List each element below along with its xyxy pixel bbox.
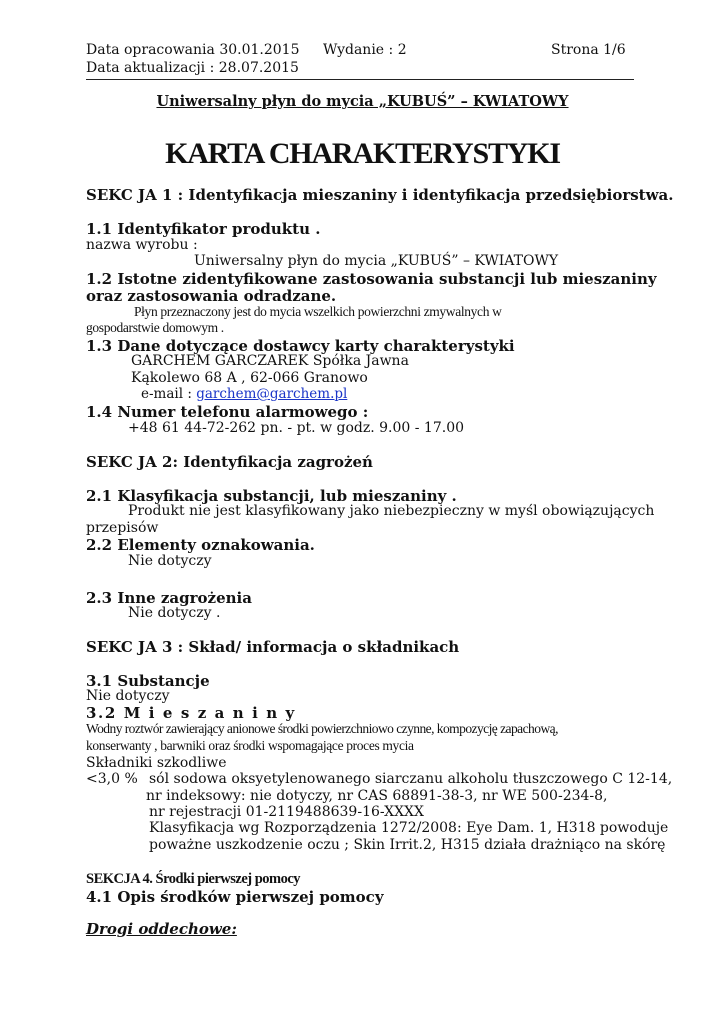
section2-heading: SEKC JA 2: Identyfikacja zagrożeń: [86, 453, 373, 471]
s14-heading: 1.4 Numer telefonu alarmowego :: [86, 403, 369, 421]
ingredient-line1: sól sodowa oksyetylenowanego siarczanu alkoholu tłuszczowego C 12-14,: [149, 771, 673, 787]
s11-value: Uniwersalny płyn do mycia „KUBUŚ” – KWIATOWY: [194, 253, 559, 269]
s13-company: GARCHEM GARCZAREK Spółka Jawna: [131, 353, 409, 369]
airways-heading: Drogi oddechowe:: [86, 920, 237, 938]
section1-heading: SEKC JA 1 : Identyfikacja mieszaniny i identyfikacja przedsiębiorstwa.: [86, 186, 674, 204]
s22-text: Nie dotyczy: [128, 553, 212, 569]
s11-label: nazwa wyrobu :: [86, 237, 198, 253]
date-prepared: Data opracowania 30.01.2015: [86, 42, 300, 58]
s21-heading: 2.1 Klasyfikacja substancji, lub mieszaniny .: [86, 487, 457, 505]
s23-text: Nie dotyczy .: [128, 605, 221, 621]
page-number: Strona 1/6: [551, 42, 626, 58]
s12-heading-line2: oraz zastosowania odradzane.: [86, 287, 337, 305]
concentration: <3,0 %: [86, 771, 138, 787]
date-updated: Data aktualizacji : 28.07.2015: [86, 60, 299, 76]
s12-text-line2: gospodarstwie domowym .: [86, 320, 224, 335]
edition: Wydanie : 2: [323, 42, 407, 58]
s12-heading-line1: 1.2 Istotne zidentyfikowane zastosowania substancji lub mieszaniny: [86, 270, 657, 288]
s41-heading: 4.1 Opis środków pierwszej pomocy: [86, 888, 384, 906]
product-subtitle: Uniwersalny płyn do mycia „KUBUŚ” – KWIATOWY: [156, 93, 569, 110]
s14-phone: +48 61 44-72-262 pn. - pt. w godz. 9.00 - 17.00: [128, 420, 465, 436]
s32-text-line1: Wodny roztwór zawierający anionowe środki powierzchniowo czynne, kompozycję zapachową,: [86, 721, 558, 736]
section3-heading: SEKC JA 3 : Skład/ informacja o składnikach: [86, 638, 460, 656]
section4-heading: SEKCJA 4. Środki pierwszej pomocy: [86, 871, 301, 887]
email-link[interactable]: garchem@garchem.pl: [196, 386, 348, 402]
s31-text: Nie dotyczy: [86, 688, 170, 704]
ingredient-line4: Klasyfikacja wg Rozporządzenia 1272/2008: Eye Dam. 1, H318 powoduje: [149, 820, 669, 836]
s11-heading: 1.1 Identyfikator produktu .: [86, 220, 321, 238]
s21-text-line1: Produkt nie jest klasyfikowany jako niebezpieczny w myśl obowiązujących: [128, 503, 655, 519]
s22-heading: 2.2 Elementy oznakowania.: [86, 536, 315, 554]
ingredient-line3: nr rejestracji 01-2119488639-16-XXXX: [149, 804, 424, 820]
s21-text-line2: przepisów: [86, 520, 159, 536]
s13-email-label: e-mail :: [141, 386, 192, 402]
ingredient-line5: poważne uszkodzenie oczu ; Skin Irrit.2, H315 działa drażniąco na skórę: [149, 837, 666, 853]
header-rule: [86, 79, 634, 80]
s23-heading: 2.3 Inne zagrożenia: [86, 589, 252, 607]
harmful-label: Składniki szkodliwe: [86, 755, 227, 771]
s13-email-row: [141, 386, 347, 402]
s31-heading: 3.1 Substancje: [86, 672, 210, 690]
s32-text-line2: konserwanty , barwniki oraz środki wspomagające proces mycia: [86, 738, 414, 753]
s13-heading: 1.3 Dane dotyczące dostawcy karty charakterystyki: [86, 337, 515, 355]
ingredient-line2: nr indeksowy: nie dotyczy, nr CAS 68891-38-3, nr WE 500-234-8,: [146, 788, 608, 804]
s12-text-line1: Płyn przeznaczony jest do mycia wszelkich powierzchni zmywalnych w: [134, 304, 502, 319]
s32-heading: 3.2 M i e s z a n i n y: [86, 704, 296, 722]
s13-address: Kąkolewo 68 A , 62-066 Granowo: [131, 370, 368, 386]
page-title: KARTA CHARAKTERYSTYKI: [165, 137, 560, 170]
